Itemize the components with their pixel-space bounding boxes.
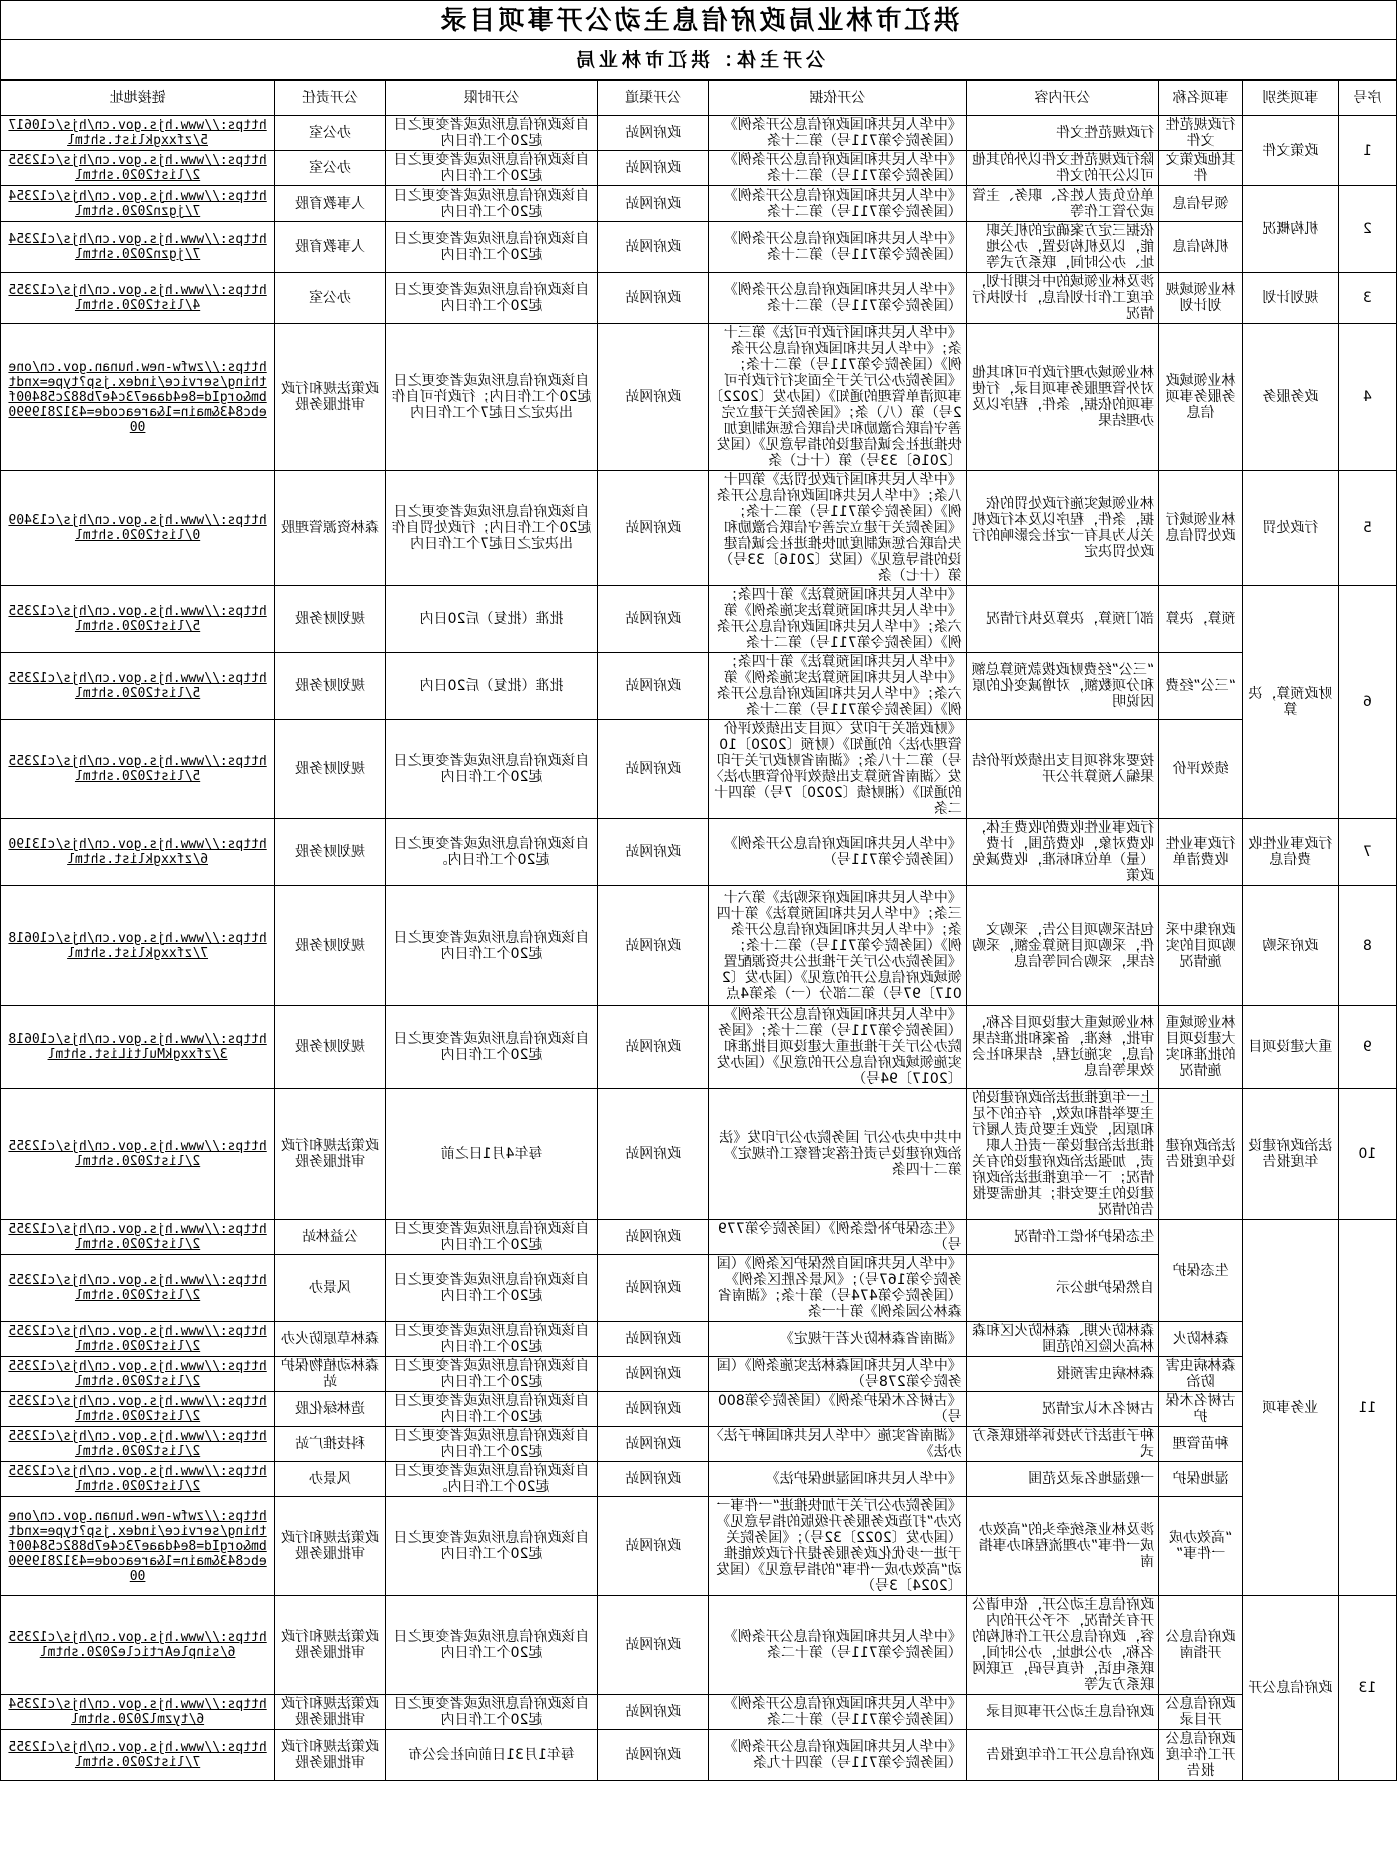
table-header-row	[1, 81, 1397, 116]
item-responsible: 规划财务股	[275, 720, 386, 819]
table-row	[1, 1596, 1397, 1695]
item-channel: 政府网站	[598, 586, 709, 653]
item-content: 单位负责人姓名、职务、主管或分管工作等	[966, 186, 1158, 222]
row-number: 1	[1338, 116, 1396, 186]
item-time: 自该政府信息形成或者变更之日起20个工作日内	[385, 116, 597, 151]
row-number: 4	[1338, 324, 1396, 471]
item-content: 政府信息主动公开事项目录	[966, 1695, 1158, 1730]
link-cell[interactable]: https://www.hjs.gov.cn/hjs/c106187/zfxxgklist.shtml	[1, 886, 275, 1006]
item-time: 自该政府信息形成或者变更之日起20个工作日内	[385, 1255, 597, 1322]
item-basis: 《中华人民共和国政府信息公开条例》（国务院令第711号）第二十条	[708, 273, 966, 324]
table-row	[1, 471, 1397, 586]
item-name: “三公”经费	[1159, 653, 1243, 720]
item-category: 行政事业性收费信息	[1243, 819, 1339, 886]
table-row	[1, 886, 1397, 1006]
item-basis: 《国务院办公厅关于加快推进“一件事一次办”打造政务服务升级版的指导意见》（国办发〔2022〕32号）；《国务院关于进一步优化政务服务提升行政效能推动“高效办成一件事”的指导意见》（国发〔2024〕3号）	[708, 1497, 966, 1596]
table-row	[1, 1006, 1397, 1089]
item-basis: 《中华人民共和国政府信息公开条例》（国务院令第711号）第四十九条	[708, 1730, 966, 1781]
table-row	[1, 1322, 1397, 1357]
item-name: “高效办成一件事”	[1159, 1497, 1243, 1596]
link-cell[interactable]: https://www.hjs.gov.cn/hjs/c123552/list2020.shtml	[1, 1089, 275, 1220]
item-basis: 《中华人民共和国政府信息公开条例》（国务院令第711号）第二十条；《国务院办公厅关于推进重大建设项目批准和实施领域政府信息公开的意见》（国办发〔2017〕94号）	[708, 1006, 966, 1089]
item-channel: 政府网站	[598, 653, 709, 720]
item-name: 绩效评价	[1159, 720, 1243, 819]
link-cell[interactable]: https://www.hjs.gov.cn/hjs/c123546/tyzml2020.shtml	[1, 1695, 275, 1730]
item-channel: 政府网站	[598, 1427, 709, 1462]
item-responsible: 森林资源管理股	[275, 471, 386, 586]
item-channel: 政府网站	[598, 1695, 709, 1730]
item-time: 自该政府信息形成或者变更之日起20个工作日内。	[385, 819, 597, 886]
item-name: 林业领域政务服务事项信息	[1159, 324, 1243, 471]
item-category: 政府信息公开	[1243, 1596, 1339, 1781]
item-name: 法治政府建设年度报告	[1159, 1089, 1243, 1220]
row-number: 6	[1338, 586, 1396, 819]
item-content: 依据三定方案确定的机关职能，以及机构设置，办公地址、办公时间，联系方式等	[966, 222, 1158, 273]
item-basis: 《中华人民共和国政府采购法》第六十三条；《中华人民共和国预算法》第十四条；《中华人民共和国政府信息公开条例》（国务院令第711号）第二十条；《国务院办公厅关于推进公共资源配置领域政府信息公开的意见》（国办发〔2017〕97号）第二部分（一）条第4点	[708, 886, 966, 1006]
item-basis: 《中华人民共和国政府信息公开条例》（国务院令第711号）第二十条	[708, 222, 966, 273]
header-cell: 公开时限	[385, 81, 597, 116]
table-row	[1, 273, 1397, 324]
item-category: 政务服务	[1243, 324, 1339, 471]
table-body	[1, 116, 1397, 1781]
link-cell[interactable]: https://www.hjs.gov.cn/hjs/c123552/list2020.shtml	[1, 1392, 275, 1427]
table-row	[1, 586, 1397, 653]
item-category: 法治政府建设年度报告	[1243, 1089, 1339, 1220]
item-responsible: 办公室	[275, 151, 386, 186]
item-time: 自该政府信息形成或者变更之日起20个工作日内	[385, 1220, 597, 1255]
item-channel: 政府网站	[598, 886, 709, 1006]
item-basis: 《中华人民共和国预算法》第十四条；《中华人民共和国预算法实施条例》第六条；《中华人民共和国政府信息公开条例》（国务院令第711号）第二十条	[708, 586, 966, 653]
row-number: 10	[1338, 1089, 1396, 1220]
item-channel: 政府网站	[598, 1089, 709, 1220]
item-content: 政府信息主动公开，依申请公开有关情况，不予公开的内容，政府信息公开工作机构的名称，办公地址，办公时间，联系电话，传真号码，互联网联系方式等	[966, 1596, 1158, 1695]
row-number: 5	[1338, 471, 1396, 586]
catalog-table	[0, 80, 1397, 1781]
item-basis: 《中华人民共和国湿地保护法》	[708, 1462, 966, 1497]
item-time: 自该政府信息形成或者变更之日起20个工作日内	[385, 1596, 597, 1695]
table-row	[1, 1392, 1397, 1427]
item-category: 政策文件	[1243, 116, 1339, 186]
item-name: 种苗管理	[1159, 1427, 1243, 1462]
item-responsible: 森林动植物保护站	[275, 1357, 386, 1392]
item-basis: 《中华人民共和国政府信息公开条例》（国务院令第711号）第十二条	[708, 1695, 966, 1730]
item-content: 生态保护补偿工作情况	[966, 1220, 1158, 1255]
item-content: 林业领域办理行政许可和其他对外管理服务事项目录，行使事项的依据，条件，程序以及办理结果	[966, 324, 1158, 471]
item-content: 种子违法行为投诉举报联系方式	[966, 1427, 1158, 1462]
item-time: 自该政府信息形成或者变更之日起20个工作日内	[385, 886, 597, 1006]
item-basis: 《财政部关于印发〈项目支出绩效评价管理办法〉的通知》（财预〔2020〕10号）第二十八条；《湖南省财政厅关于印发〈湖南省预算支出绩效评价管理办法〉的通知》（湘财绩〔2020〕7号）第四十二条	[708, 720, 966, 819]
item-channel: 政府网站	[598, 1255, 709, 1322]
item-responsible: 政策法规和行政审批服务股	[275, 1695, 386, 1730]
link-cell[interactable]: https://www.hjs.gov.cn/hjs/c123555/list2020.shtml	[1, 653, 275, 720]
page-title: 洪江市林业局政府信息主动公开事项目录	[0, 0, 1397, 40]
table-row	[1, 324, 1397, 471]
row-number: 11	[1338, 1220, 1396, 1596]
item-name: 生态保护	[1159, 1220, 1243, 1322]
table-row	[1, 819, 1397, 886]
item-time: 批准（批复）后20日内	[385, 653, 597, 720]
item-responsible: 办公室	[275, 273, 386, 324]
item-time: 自该政府信息形成或者变更之日起20个工作日内；行政处罚自作出决定之日起7个工作日内	[385, 471, 597, 586]
item-name: 政府信息公开工作年度报告	[1159, 1730, 1243, 1781]
row-number: 3	[1338, 273, 1396, 324]
item-time: 自该政府信息形成或者变更之日起20个工作日内	[385, 273, 597, 324]
item-time: 自该政府信息形成或者变更之日起20个工作日内	[385, 1497, 597, 1596]
link-cell[interactable]: https://zwfw-new.hunan.gov.cn/onething/service/index.jsp?type=xndtbm&orgId=8e4daae73c4e7b882c58400febc843&main=1&areacode=431281999000	[1, 1497, 275, 1596]
link-cell[interactable]: https://www.hjs.gov.cn/hjs/c131906/zfxxgklist.shtml	[1, 819, 275, 886]
table-row	[1, 1357, 1397, 1392]
item-name: 预算，决算	[1159, 586, 1243, 653]
item-category: 规划计划	[1243, 273, 1339, 324]
row-number: 7	[1338, 819, 1396, 886]
item-content: 包括采购项目公告，采购文件，采购项目预算金额，采购结果，采购合同等信息	[966, 886, 1158, 1006]
table-row	[1, 222, 1397, 273]
header-cell: 公开渠道	[598, 81, 709, 116]
item-content: 除行政规范性文件以外的其他可以公开的文件	[966, 151, 1158, 186]
item-responsible: 政策法规和行政审批服务股	[275, 324, 386, 471]
item-time: 每年4月1日之前	[385, 1089, 597, 1220]
table-row	[1, 1427, 1397, 1462]
item-channel: 政府网站	[598, 1357, 709, 1392]
table-row	[1, 116, 1397, 151]
table-row	[1, 1695, 1397, 1730]
item-name: 湿地保护	[1159, 1462, 1243, 1497]
item-channel: 政府网站	[598, 819, 709, 886]
item-time: 批准（批复）后20日内	[385, 586, 597, 653]
header-cell: 公开责任	[275, 81, 386, 116]
item-channel: 政府网站	[598, 1462, 709, 1497]
item-content: 涉及林业系统牵头的“高效办成一件事”办理流程和办事指南	[966, 1497, 1158, 1596]
header-cell: 事项名称	[1159, 81, 1243, 116]
item-basis: 《中华人民共和国政府信息公开条例》（国务院令第711号）	[708, 819, 966, 886]
item-responsible: 办公室	[275, 116, 386, 151]
item-basis: 《生态保护补偿条例》（国务院令第779号）	[708, 1220, 966, 1255]
item-content: 按要求将项目支出绩效评价结果编入预算并公开	[966, 720, 1158, 819]
link-cell[interactable]: https://www.hjs.gov.cn/hjs/c123552/list2020.shtml	[1, 1220, 275, 1255]
table-row	[1, 1462, 1397, 1497]
link-cell[interactable]: https://www.hjs.gov.cn/hjs/c123552/list2020.shtml	[1, 151, 275, 186]
item-name: 政府集中采购项目的实施情况	[1159, 886, 1243, 1006]
row-number: 9	[1338, 1006, 1396, 1089]
item-responsible: 政策法规和行政审批服务股	[275, 1497, 386, 1596]
header-cell: 事项类别	[1243, 81, 1339, 116]
item-channel: 政府网站	[598, 222, 709, 273]
item-category: 政府采购	[1243, 886, 1339, 1006]
link-cell[interactable]: https://www.hjs.gov.cn/hjs/c123554/list2020.shtml	[1, 273, 275, 324]
item-content: 上一年度推进法治政府建设的主要举措和成效，存在的不足和原因，党政主要负责人履行推进法治建设第一责任人职责，加强法治政府建设的有关情况；下一年度推进法治政府建设的主要安排；其他需要报告的情况	[966, 1089, 1158, 1220]
item-basis: 《中华人民共和国森林法实施条例》（国务院令第278号）	[708, 1357, 966, 1392]
item-responsible: 造林绿化股	[275, 1392, 386, 1427]
link-cell[interactable]: https://www.hjs.gov.cn/hjs/c123556/sinpleArticle2020.shtml	[1, 1596, 275, 1695]
item-time: 自该政府信息形成或者变更之日起20个工作日内。	[385, 1462, 597, 1497]
item-responsible: 规划财务股	[275, 586, 386, 653]
item-channel: 政府网站	[598, 324, 709, 471]
item-content: 涉及林业领域的中长期计划，年度工作计划信息，计划执行情况	[966, 273, 1158, 324]
item-name: 行政规范性文件	[1159, 116, 1243, 151]
item-name: 森林防火	[1159, 1322, 1243, 1357]
item-channel: 政府网站	[598, 151, 709, 186]
item-responsible: 规划财务股	[275, 886, 386, 1006]
item-time: 自该政府信息形成或者变更之日起20个工作日内	[385, 1392, 597, 1427]
page-subtitle: 公开主体：洪江市林业局	[0, 40, 1397, 80]
item-channel: 政府网站	[598, 116, 709, 151]
item-category: 业务事项	[1243, 1220, 1339, 1596]
item-channel: 政府网站	[598, 1220, 709, 1255]
link-cell[interactable]: https://www.hjs.gov.cn/hjs/c123547/jgzn2020.shtml	[1, 222, 275, 273]
item-time: 自该政府信息形成或者变更之日起20个工作日内	[385, 1357, 597, 1392]
item-name: 政府信息公开指南	[1159, 1596, 1243, 1695]
item-content: 自然保护地公示	[966, 1255, 1158, 1322]
item-category: 行政处罚	[1243, 471, 1339, 586]
item-category: 机构概况	[1243, 186, 1339, 273]
item-basis: 《古树名木保护条例》（国务院令第800号）	[708, 1392, 966, 1427]
item-time: 自该政府信息形成或者变更之日起20个工作日内	[385, 222, 597, 273]
row-number: 8	[1338, 886, 1396, 1006]
item-channel: 政府网站	[598, 720, 709, 819]
item-basis: 《湖南省森林防火若干规定》	[708, 1322, 966, 1357]
item-name: 行政事业性收费清单	[1159, 819, 1243, 886]
item-time: 每年1月31日前向社会公布	[385, 1730, 597, 1781]
link-cell[interactable]: https://www.hjs.gov.cn/hjs/c123552/list2020.shtml	[1, 1357, 275, 1392]
item-time: 自该政府信息形成或者变更之日起20个工作日内	[385, 720, 597, 819]
item-responsible: 森林草原防火办	[275, 1322, 386, 1357]
item-responsible: 风景办	[275, 1462, 386, 1497]
item-channel: 政府网站	[598, 1497, 709, 1596]
link-cell[interactable]: https://www.hjs.gov.cn/hjs/c123552/list2020.shtml	[1, 1427, 275, 1462]
item-channel: 政府网站	[598, 1392, 709, 1427]
item-responsible: 规划财务股	[275, 1006, 386, 1089]
link-cell[interactable]: https://www.hjs.gov.cn/hjs/c123552/list2020.shtml	[1, 1322, 275, 1357]
link-cell[interactable]: https://zwfw-new.hunan.gov.cn/onething/service/index.jsp?type=xndtbm&orgId=8e4daae73c4e7b882c58400febc843&main=1&areacode=431281999000	[1, 324, 275, 471]
item-time: 自该政府信息形成或者变更之日起20个工作日内	[385, 1322, 597, 1357]
item-name: 政府信息公开目录	[1159, 1695, 1243, 1730]
item-responsible: 政策法规和行政审批服务股	[275, 1089, 386, 1220]
item-responsible: 科技推广站	[275, 1427, 386, 1462]
item-content: 一般湿地名录及范围	[966, 1462, 1158, 1497]
item-channel: 政府网站	[598, 186, 709, 222]
item-content: 林业领域实施行政处罚的依据，条件，程序以及本行政机关认为具有一定社会影响的行政处罚决定	[966, 471, 1158, 586]
item-content: 古树名木认定情况	[966, 1392, 1158, 1427]
link-cell[interactable]: https://www.hjs.gov.cn/hjs/c123552/list2020.shtml	[1, 1255, 275, 1322]
item-channel: 政府网站	[598, 471, 709, 586]
item-time: 自该政府信息形成或者变更之日起20个工作日内；行政许可自作出决定之日起7个工作日内	[385, 324, 597, 471]
table-row	[1, 1089, 1397, 1220]
link-cell[interactable]: https://www.hjs.gov.cn/hjs/c123557/list2020.shtml	[1, 1730, 275, 1781]
item-channel: 政府网站	[598, 273, 709, 324]
item-time: 自该政府信息形成或者变更之日起20个工作日内	[385, 1427, 597, 1462]
item-content: 行政规范性文件	[966, 116, 1158, 151]
item-channel: 政府网站	[598, 1596, 709, 1695]
table-row	[1, 653, 1397, 720]
link-cell[interactable]: https://www.hjs.gov.cn/hjs/c123555/list2020.shtml	[1, 720, 275, 819]
item-basis: 《中华人民共和国行政处罚法》第四十八条；《中华人民共和国政府信息公开条例》（国务院令第711号）第二十条；《国务院关于建立完善守信联合激励和失信联合惩戒制度加快推进社会诚信建设的指导意见》（国发〔2016〕33号）第（十七）条	[708, 471, 966, 586]
item-responsible: 政策法规和行政审批服务股	[275, 1596, 386, 1695]
header-cell: 链接地址	[1, 81, 275, 116]
row-number: 2	[1338, 186, 1396, 273]
table-row	[1, 1730, 1397, 1781]
item-name: 机构信息	[1159, 222, 1243, 273]
item-content: 部门预算，决算及执行情况	[966, 586, 1158, 653]
item-basis: 《中华人民共和国预算法》第十四条；《中华人民共和国预算法实施条例》第六条；《中华人民共和国政府信息公开条例》（国务院令第711号）第二十条	[708, 653, 966, 720]
item-content: 林业领域重大建设项目名称，审批，核准，备案和批准结果信息，实施过程，结果和社会效果等信息	[966, 1006, 1158, 1089]
item-content: 政府信息公开工作年度报告	[966, 1730, 1158, 1781]
row-number: 13	[1338, 1596, 1396, 1781]
item-content: “三公”经费财政拨款预算总额和分项数额，对增减变化的原因说明	[966, 653, 1158, 720]
item-channel: 政府网站	[598, 1730, 709, 1781]
item-responsible: 人事教育股	[275, 222, 386, 273]
item-content: 森林病虫害预报	[966, 1357, 1158, 1392]
item-responsible: 规划财务股	[275, 819, 386, 886]
table-row	[1, 720, 1397, 819]
link-cell[interactable]: https://www.hjs.gov.cn/hjs/c123555/list2020.shtml	[1, 586, 275, 653]
item-time: 自该政府信息形成或者变更之日起20个工作日内	[385, 1006, 597, 1089]
item-responsible: 公益林站	[275, 1220, 386, 1255]
item-content: 森林防火期、森林防火区和森林高火险区的范围	[966, 1322, 1158, 1357]
link-cell[interactable]: https://www.hjs.gov.cn/hjs/c106175/zfxxgklist.shtml	[1, 116, 275, 151]
link-cell[interactable]: https://www.hjs.gov.cn/hjs/c123552/list2020.shtml	[1, 1462, 275, 1497]
item-basis: 《中华人民共和国政府信息公开条例》（国务院令第711号）第二十条	[708, 151, 966, 186]
item-responsible: 人事教育股	[275, 186, 386, 222]
item-responsible: 规划财务股	[275, 653, 386, 720]
item-name: 其他政策文件	[1159, 151, 1243, 186]
item-name: 森林病虫害防治	[1159, 1357, 1243, 1392]
link-cell[interactable]: https://www.hjs.gov.cn/hjs/c123547/jgzn2020.shtml	[1, 186, 275, 222]
item-name: 林业领域行政处罚信息	[1159, 471, 1243, 586]
item-name: 领导信息	[1159, 186, 1243, 222]
item-name: 林业领域规划计划	[1159, 273, 1243, 324]
table-row	[1, 151, 1397, 186]
item-time: 自该政府信息形成或者变更之日起20个工作日内	[385, 1695, 597, 1730]
item-time: 自该政府信息形成或者变更之日起20个工作日内	[385, 186, 597, 222]
item-name: 古树名木保护	[1159, 1392, 1243, 1427]
link-cell[interactable]: https://www.hjs.gov.cn/hjs/c134090/list2020.shtml	[1, 471, 275, 586]
table-row	[1, 1220, 1397, 1255]
item-channel: 政府网站	[598, 1322, 709, 1357]
header-cell: 公开依据	[708, 81, 966, 116]
item-category: 财政预算，决算	[1243, 586, 1339, 819]
item-responsible: 政策法规和行政审批服务股	[275, 1730, 386, 1781]
link-cell[interactable]: https://www.hjs.gov.cn/hjs/c106183/zfxxgkMultiList.shtml	[1, 1006, 275, 1089]
item-responsible: 风景办	[275, 1255, 386, 1322]
item-category: 重大建设项目	[1243, 1006, 1339, 1089]
item-basis: 《中华人民共和国政府信息公开条例》（国务院令第711号）第二十条	[708, 116, 966, 151]
table-row	[1, 186, 1397, 222]
item-time: 自该政府信息形成或者变更之日起20个工作日内	[385, 151, 597, 186]
item-channel: 政府网站	[598, 1006, 709, 1089]
item-content: 行政事业性收费的收费主体，收费对象，收费范围，计费（量）单位和标准，收费减免政策	[966, 819, 1158, 886]
table-row	[1, 1497, 1397, 1596]
item-name: 林业领域重大建设项目的批准和实施情况	[1159, 1006, 1243, 1089]
item-basis: 《中华人民共和国政府信息公开条例》（国务院令第711号）第十二条	[708, 1596, 966, 1695]
item-basis: 中共中央办公厅 国务院办公厅印发《法治政府建设与责任落实督察工作规定》第二十四条	[708, 1089, 966, 1220]
item-basis: 《中华人民共和国行政许可法》第三十条；《中华人民共和国政府信息公开条例》（国务院令第711号）第二十条；《国务院办公厅关于全面实行行政许可事项清单管理的通知》（国办发〔2022〕2号）第（八）条；《国务院关于建立完善守信联合激励和失信联合惩戒制度加快推进社会诚信建设的指导意见》（国发〔2016〕33号）第（十七）条	[708, 324, 966, 471]
header-cell: 序号	[1338, 81, 1396, 116]
item-basis: 《中华人民共和国政府信息公开条例》（国务院令第711号）第二十条	[708, 186, 966, 222]
header-cell: 公开内容	[966, 81, 1158, 116]
item-basis: 《湖南省实施〈中华人民共和国种子法〉办法》	[708, 1427, 966, 1462]
item-basis: 《中华人民共和国自然保护区条例》（国务院令第167号）；《风景名胜区条例》（国务院令第474号）第十条；《湖南省森林公园条例》第十一条	[708, 1255, 966, 1322]
